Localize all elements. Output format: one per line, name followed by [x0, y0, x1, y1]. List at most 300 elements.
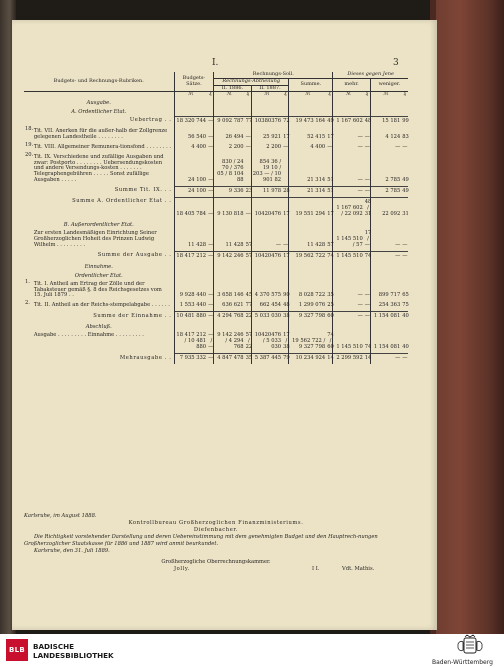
section-heading-row: [24, 107, 408, 116]
row-number: 18.: [25, 125, 34, 132]
pfennig-value: —: [207, 197, 214, 219]
mark-value: 2 200: [251, 143, 282, 153]
section-heading: Einnahme.: [84, 263, 113, 270]
mark-value: 10380376: [251, 116, 282, 126]
column-title-rubriken: Budgets- und Rechnungs-Rubriken.: [24, 72, 174, 92]
empty-cell: [364, 107, 371, 116]
mark-value: 662 454: [251, 301, 282, 311]
table-row: [24, 116, 408, 126]
pfennig-value: —: [402, 241, 408, 248]
row-number: 19.: [25, 141, 34, 148]
pfennig-value: 17: [283, 133, 290, 140]
pfennig-value: —: [207, 186, 214, 197]
empty-cell: [174, 322, 207, 331]
row-label: Tit. VII. Anerken für die außer-halb der Zollgrenze gelegenen Landestheile . . . . . . . .: [33, 127, 168, 140]
column-title-rechnung-soll: Rechnungs-Soll.: [214, 72, 333, 78]
section-roman-numeral: I.: [212, 58, 219, 68]
empty-cell: [174, 220, 207, 229]
row-label: Mehrausgabe . .: [119, 354, 172, 361]
section-heading: A. Ordentlicher Etat.: [71, 109, 127, 116]
column-title-gegen: Dieses gegen Jene: [333, 72, 408, 78]
mark-value: 5 387 445: [251, 354, 282, 364]
pfennig-value: —: [401, 251, 408, 261]
empty-cell: [214, 220, 245, 229]
row-number: [24, 197, 33, 219]
empty-cell: [326, 98, 333, 107]
empty-cell: [364, 220, 371, 229]
pfennig-value: 17 / 38: [283, 332, 290, 351]
row-label: Summe der Einnahme . .: [93, 312, 172, 319]
mark-value: 18 417 212 / 10 481 880: [174, 331, 207, 353]
pfennig-value: 17: [282, 197, 289, 219]
table-row: [24, 251, 408, 261]
mark-value: 8 028 722: [289, 280, 327, 302]
mark-value: 1 145 510 / 57: [333, 229, 364, 251]
row-label: Summe A. Ordentlicher Etat . .: [72, 198, 172, 205]
section-heading-row: [24, 271, 408, 280]
pfennig-value: 17 / —: [364, 229, 372, 248]
row-label: Zur ersten Landesmäßigen Einrichtung Seiner Großherzoglichen Hoheit des Prinzen Ludwig Wilhelm . . . . . . . . .: [33, 229, 157, 248]
pfennig-value: —: [207, 354, 214, 364]
pfennig-value: 48: [364, 116, 371, 126]
signature-jolly: Jolly.: [174, 566, 191, 573]
section-heading-row: [24, 220, 408, 229]
pfennig-value: —: [207, 312, 214, 322]
empty-cell: [245, 107, 252, 116]
pfennig-value: —: [402, 143, 408, 150]
mark-value: 9 928 440: [174, 280, 207, 302]
mark-value: 254 363: [370, 301, 401, 311]
document-footer: [24, 513, 408, 574]
pfennig-value: —: [283, 241, 289, 248]
mark-value: 4 400: [289, 143, 327, 153]
mark-value: —: [333, 280, 364, 302]
empty-cell: [333, 220, 364, 229]
pfennig-value: 75: [402, 302, 409, 309]
empty-cell: [214, 98, 245, 107]
unit-pf: ₰: [327, 91, 331, 98]
pfennig-value: —: [207, 116, 214, 126]
row-label: Tit. IX. Verschiedene und zufällige Ausgaben und zwar: Postporto . . . . . . . . Uebersendungskosten und andere Versendungs-kosten . . . . . . . Telegraphengebühren . . . . . Sonst zufällige Ausgaben . . . . .: [33, 153, 164, 184]
empty-cell: [251, 220, 282, 229]
baden-wuerttemberg-crest-icon: [450, 636, 490, 658]
table-row: [24, 153, 408, 187]
mark-value: —: [370, 143, 401, 153]
pfennig-value: 74 / 60: [327, 332, 334, 351]
pfennig-value: —: [208, 302, 214, 309]
mark-value: —: [370, 229, 401, 251]
mark-value: 18 320 744: [174, 116, 207, 126]
blb-name[interactable]: [33, 642, 114, 660]
empty-cell: [245, 271, 252, 280]
section-heading-row: [24, 322, 408, 331]
empty-cell: [207, 98, 214, 107]
mark-value: 25 921: [251, 127, 282, 143]
empty-cell: [364, 262, 371, 271]
mark-value: 19 551 294: [289, 197, 327, 219]
pfennig-value: —: [364, 302, 370, 309]
empty-cell: [214, 271, 245, 280]
pfennig-value: 51: [326, 186, 333, 197]
row-label: Tit. VIII. Allgemeiner Remunera-tionsfond . . . . . . . .: [33, 143, 172, 150]
table-row: [24, 301, 408, 311]
blb-name-line2: LANDESBIBLIOTHEK: [33, 651, 114, 660]
mark-value: 9 336: [214, 186, 245, 197]
mark-value: 4 400: [174, 143, 207, 153]
pfennig-value: 72: [282, 116, 289, 126]
mark-value: 1 299 076: [289, 301, 327, 311]
section-heading: Ausgabe.: [86, 100, 111, 107]
empty-cell: [251, 322, 282, 331]
mark-value: —: [251, 229, 282, 251]
table-row: [24, 127, 408, 143]
empty-cell: [245, 322, 252, 331]
mark-value: 11 428: [289, 229, 327, 251]
mark-value: —: [333, 301, 364, 311]
mark-value: —: [333, 312, 364, 322]
mark-value: 1 553 440: [174, 301, 207, 311]
row-number: 1.: [25, 278, 30, 285]
unit-pf: ₰: [208, 91, 212, 98]
empty-cell: [282, 271, 289, 280]
empty-cell: [282, 98, 289, 107]
table-row: [24, 331, 408, 353]
unit-mark: ℳ: [214, 92, 245, 98]
unit-mark: ℳ: [289, 92, 327, 98]
mark-value: 18 417 212: [174, 251, 207, 261]
mark-value: 11 978: [251, 186, 282, 197]
bureau-name: Kontrollbureau Großherzoglichen Finanzministeriums.: [128, 520, 304, 527]
baden-wuerttemberg-label: Baden-Württemberg: [432, 659, 493, 666]
mark-value: —: [370, 354, 401, 364]
pfennig-value: 49: [326, 116, 333, 126]
empty-cell: [333, 271, 364, 280]
row-label: Summe der Ausgabe . .: [97, 252, 172, 259]
pfennig-value: 38: [282, 312, 289, 322]
pfennig-value: [282, 153, 289, 187]
empty-cell: [289, 107, 327, 116]
empty-cell: [326, 107, 333, 116]
mark-value: 1 167 602: [333, 116, 364, 126]
empty-cell: [245, 220, 252, 229]
pfennig-value: 79: [282, 354, 289, 364]
pfennig-value: —: [207, 251, 214, 261]
empty-cell: [401, 322, 408, 331]
empty-cell: [401, 271, 408, 280]
pfennig-value: —: [364, 292, 370, 299]
pfennig-value: 77: [245, 302, 253, 309]
pfennig-value: 57: [245, 241, 253, 248]
empty-cell: [251, 262, 282, 271]
book-cover-edge: [430, 0, 504, 634]
empty-cell: [326, 271, 333, 280]
pfennig-value: 22: [245, 312, 252, 322]
empty-cell: [289, 322, 327, 331]
mark-value: 9 327 798: [289, 312, 327, 322]
empty-cell: [214, 107, 245, 116]
mark-value: 18 405 784: [174, 197, 207, 219]
page-mark: I I.: [312, 566, 320, 573]
row-label: Tit. II. Antheil an der Reichs-stempelabgabe . . . . . .: [33, 302, 170, 309]
pfennig-value: —: [364, 176, 370, 183]
pfennig-value: 35: [245, 354, 252, 364]
unit-mark: ℳ: [174, 92, 207, 98]
empty-cell: [401, 107, 408, 116]
column-title-summe: Summe.: [289, 78, 333, 92]
pfennig-value: 14: [364, 354, 371, 364]
unit-mark: ℳ: [370, 92, 401, 98]
mark-value: 26 494: [214, 127, 245, 143]
page-number: 3: [393, 58, 399, 68]
empty-cell: [289, 262, 327, 271]
empty-cell: [282, 107, 289, 116]
empty-cell: [401, 262, 408, 271]
budget-table-area: [24, 72, 408, 364]
pfennig-value: 49: [401, 186, 408, 197]
pfennig-value: —: [283, 143, 289, 150]
row-number: [24, 229, 33, 251]
unit-pf: ₰: [403, 91, 406, 98]
pfennig-value: 60: [326, 312, 333, 322]
pfennig-value: 74: [326, 251, 333, 261]
pfennig-value: 77: [245, 116, 252, 126]
table-row: [24, 143, 408, 153]
pfennig-value: 57: [245, 251, 252, 261]
mark-value: 4 370 575: [251, 280, 282, 302]
pfennig-value: [245, 153, 252, 187]
mark-value: 854 36 / 19 10 / 203 — / 10 901 82: [251, 153, 282, 187]
table-row: [24, 280, 408, 302]
empty-cell: [401, 220, 408, 229]
empty-cell: [174, 271, 207, 280]
pfennig-value: 49: [402, 176, 409, 183]
pfennig-value: 48: [283, 302, 290, 309]
pfennig-value: 74: [364, 251, 371, 261]
place-date: Karlsruhe, im August 1888.: [24, 513, 97, 519]
empty-cell: [289, 271, 327, 280]
mark-value: 4 847 478: [214, 354, 245, 364]
mark-value: —: [333, 143, 364, 153]
pfennig-value: 99: [401, 116, 408, 126]
pfennig-value: 45: [245, 292, 253, 299]
unit-mark: ℳ: [251, 92, 282, 98]
empty-cell: [251, 107, 282, 116]
pfennig-value: —: [208, 292, 214, 299]
empty-cell: [370, 107, 401, 116]
mark-value: 636 621: [214, 301, 245, 311]
pfennig-value: —: [245, 133, 251, 140]
mark-value: 5 033 030: [251, 312, 282, 322]
empty-cell: [370, 262, 401, 271]
empty-cell: [370, 271, 401, 280]
pfennig-value: —: [245, 197, 252, 219]
column-title-abtheilung: Rechnungs-Abtheilung: [214, 78, 289, 85]
mark-value: 1 154 081: [370, 331, 401, 353]
mark-value: 22 092: [370, 197, 401, 219]
empty-cell: [282, 262, 289, 271]
empty-cell: [214, 262, 245, 271]
pfennig-value: 40: [402, 344, 409, 351]
empty-cell: [174, 262, 207, 271]
mark-value: 21 314: [289, 153, 327, 187]
mark-value: 21 314: [289, 186, 327, 197]
mark-value: 10 481 880: [174, 312, 207, 322]
row-label: Summe Tit. IX. . .: [114, 187, 172, 194]
column-title-year-1886: II. 1886.: [214, 85, 252, 92]
row-number: [24, 312, 33, 322]
pfennig-value: 28: [282, 186, 289, 197]
row-number: 2.: [25, 300, 30, 307]
pfennig-value: —: [208, 133, 214, 140]
empty-cell: [207, 271, 214, 280]
pfennig-value: —: [245, 143, 251, 150]
pfennig-value: 14: [326, 354, 333, 364]
pfennig-value: —: [208, 143, 214, 150]
row-number: [24, 331, 33, 353]
empty-cell: [174, 98, 207, 107]
pfennig-value: 51: [327, 176, 334, 183]
mark-value: 24 100: [174, 186, 207, 197]
row-label: Uebertrag . .: [129, 117, 172, 124]
vdt-mathis: Vdt. Mathis.: [342, 566, 375, 573]
unit-pf: ₰: [365, 91, 369, 98]
table-row: [24, 229, 408, 251]
blb-name-line1: BADISCHE: [33, 642, 75, 651]
pfennig-value: 57: [327, 241, 334, 248]
empty-cell: [289, 220, 327, 229]
column-title-budget: Budgets-Sätze.: [174, 72, 214, 92]
mark-value: 24 100: [174, 153, 207, 187]
mark-value: 3 658 146: [214, 280, 245, 302]
table-row: [24, 312, 408, 322]
row-label: Ausgabe . . . . . . . . . Einnahme . . . . . . . . .: [33, 332, 144, 339]
pfennig-value: 74: [364, 344, 372, 351]
empty-cell: [282, 220, 289, 229]
unit-pf: ₰: [283, 91, 287, 98]
table-row: [24, 186, 408, 197]
empty-cell: [245, 98, 252, 107]
mark-value: 4 124: [370, 127, 401, 143]
blb-logo-icon[interactable]: BLB: [6, 639, 28, 661]
empty-cell: [364, 322, 371, 331]
mark-value: 830 / 24 70 / 376 05 / 8 104 88: [214, 153, 245, 187]
mark-value: 1 154 081: [370, 312, 401, 322]
confirmation-text: Die Richtigkeit vorstehender Darstellung und deren Uebereinstimmung mit dem genehmigten Budget und den Hauptrech-nungen Großherzoglicher Staatskasse für 1886 und 1887 wird anmit beurkundet.: [24, 534, 378, 548]
unit-mark: ℳ: [333, 92, 364, 98]
empty-cell: [370, 322, 401, 331]
empty-cell: [207, 107, 214, 116]
table-row: [24, 354, 408, 364]
row-number: 20.: [25, 151, 34, 158]
mark-value: 52 415: [289, 127, 327, 143]
empty-cell: [207, 322, 214, 331]
section-heading-row: [24, 98, 408, 107]
empty-cell: [370, 220, 401, 229]
pfennig-value: — / —: [208, 332, 214, 351]
mark-value: 11 428: [214, 229, 245, 251]
table-rows: [24, 98, 408, 364]
empty-cell: [333, 262, 364, 271]
empty-cell: [364, 98, 371, 107]
mark-value: 10420476: [251, 251, 282, 261]
pfennig-value: 48 / 31: [364, 197, 371, 219]
empty-cell: [282, 322, 289, 331]
empty-cell: [364, 271, 371, 280]
column-title-year-1887: II. 1887.: [251, 85, 289, 92]
chamber-name: Großherzogliche Oberrechnungskammer.: [161, 559, 271, 566]
place-date-2: Karlsruhe, den 31. Juli 1889.: [34, 548, 110, 555]
empty-cell: [326, 262, 333, 271]
mark-value: 9 142 246: [214, 251, 245, 261]
pfennig-value: —: [401, 354, 408, 364]
pfennig-value: 35: [327, 292, 334, 299]
pfennig-value: 65: [402, 292, 409, 299]
mark-value: —: [370, 251, 401, 261]
pfennig-value: 23: [245, 186, 252, 197]
mark-value: 7 935 332: [174, 354, 207, 364]
section-heading-row: [24, 262, 408, 271]
budget-table: [24, 72, 408, 364]
empty-cell: [333, 107, 364, 116]
row-number: [24, 186, 33, 197]
mark-value: 19 562 722: [289, 251, 327, 261]
table-row: [24, 197, 408, 219]
mark-value: —: [333, 127, 364, 143]
empty-cell: [401, 98, 408, 107]
row-label: Tit. I. Antheil am Ertrag der Zölle und der Tabaksteuer gemäß §. 8 des Reichsgesetzes vom 15. Juli 1879 . .: [33, 280, 162, 299]
empty-cell: [245, 262, 252, 271]
row-number: [24, 251, 33, 261]
mark-value: 1 145 510: [333, 251, 364, 261]
pfennig-value: 17: [282, 251, 289, 261]
empty-cell: [207, 262, 214, 271]
mark-value: 4 294 768: [214, 312, 245, 322]
pfennig-value: —: [364, 312, 371, 322]
empty-cell: [326, 322, 333, 331]
empty-cell: [289, 98, 327, 107]
mark-value: 10420476: [251, 197, 282, 219]
pfennig-value: —: [208, 241, 214, 248]
row-number: [24, 354, 33, 364]
pfennig-value: 57 / 22: [245, 332, 253, 351]
mark-value: 899 717: [370, 280, 401, 302]
pfennig-value: 83: [402, 133, 409, 140]
mark-value: 10 234 924: [289, 354, 327, 364]
empty-cell: [251, 271, 282, 280]
pfennig-value: 90: [283, 292, 290, 299]
empty-cell: [333, 98, 364, 107]
signature-diefenbacher: Diefenbacher.: [193, 527, 239, 534]
empty-cell: [333, 322, 364, 331]
pfennig-value: —: [364, 186, 371, 197]
mark-value: 2 299 592: [333, 354, 364, 364]
mark-value: 2 200: [214, 143, 245, 153]
section-heading: Abschluß.: [85, 324, 112, 331]
section-heading: Ordentlicher Etat.: [74, 272, 123, 279]
mark-value: 1 145 510: [333, 331, 364, 353]
pfennig-value: 25: [327, 302, 334, 309]
pfennig-value: 17: [327, 133, 334, 140]
pfennig-value: —: [327, 143, 333, 150]
mark-value: 19 562 722 / 9 327 798: [289, 331, 327, 353]
pfennig-value: 40: [401, 312, 408, 322]
section-heading: B. Außerordentlicher Etat.: [63, 221, 134, 228]
mark-value: —: [333, 186, 364, 197]
mark-value: —: [333, 153, 364, 187]
unit-pf: ₰: [246, 91, 249, 98]
pfennig-value: —: [208, 176, 214, 183]
mark-value: 15 181: [370, 116, 401, 126]
